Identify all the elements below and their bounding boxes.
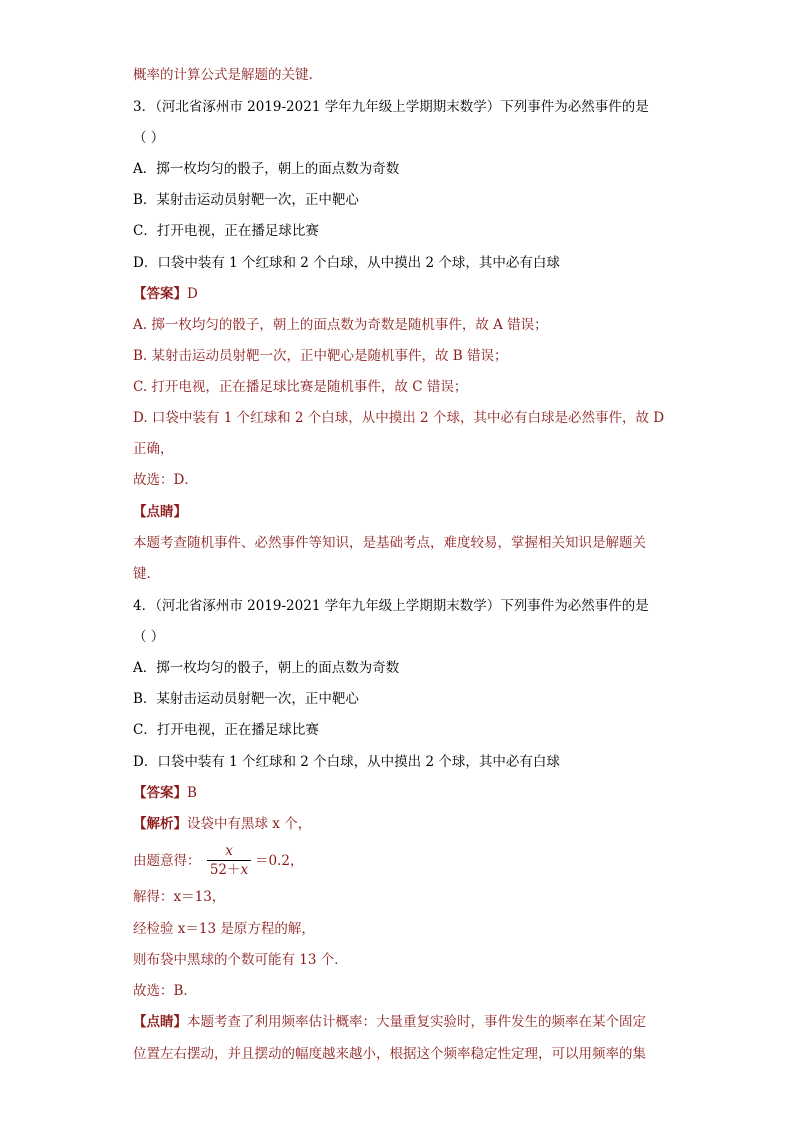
answer-value: B [187, 785, 197, 801]
question-3-paren: （ ） [133, 130, 165, 146]
question-3-option-c: C．打开电视，正在播足球比赛 [133, 223, 319, 239]
question-4-option-b: B．某射击运动员射靶一次，正中靶心 [133, 691, 359, 707]
question-4-choose: 故选：B． [133, 983, 197, 999]
question-4-stem: 4．（河北省涿州市 2019-2021 学年九年级上学期期末数学）下列事件为必然事件的是 [133, 598, 649, 614]
question-3-option-d: D．口袋中装有 1 个红球和 2 个白球，从中摸出 2 个球，其中必有白球 [133, 255, 560, 271]
question-3-dianjing-line2: 键. [133, 566, 151, 582]
question-4-option-c: C．打开电视，正在播足球比赛 [133, 722, 319, 738]
denominator-var: x [240, 862, 249, 878]
question-3-answer [133, 285, 198, 303]
question-4-jiexi [133, 815, 311, 833]
jiexi-tag: 【解析】 [133, 816, 187, 832]
dianjing-text: 本题考查了利用频率估计概率：大量重复实验时，事件发生的频率在某个固定 [187, 1014, 646, 1030]
jiexi-text: 设袋中有黑球 x 个， [187, 816, 312, 832]
question-3-explain-d: D. 口袋中装有 1 个红球和 2 个白球，从中摸出 2 个球，其中必有白球是必然事件，故 D [133, 410, 665, 426]
text-line: 概率的计算公式是解题的关键. [133, 67, 313, 83]
question-4-solve: 解得：x＝13， [133, 889, 226, 905]
equation-suffix: ＝0.2， [255, 853, 304, 869]
question-3-explain-c: C. 打开电视，正在播足球比赛是随机事件，故 C 错误； [133, 379, 468, 395]
equation-prefix: 由题意得： [133, 853, 201, 869]
denominator-const: 52＋ [209, 862, 241, 878]
question-4-dianjing [133, 1013, 646, 1031]
dianjing-tag: 【点睛】 [133, 1014, 187, 1030]
question-4-conclude: 则布袋中黑球的个数可能有 13 个． [133, 952, 348, 968]
question-4-answer [133, 784, 197, 802]
question-4-option-a: A．掷一枚均匀的骰子，朝上的面点数为奇数 [133, 660, 400, 676]
question-4-option-d: D．口袋中装有 1 个红球和 2 个白球，从中摸出 2 个球，其中必有白球 [133, 754, 560, 770]
fraction-numerator: x [225, 843, 233, 859]
equation-fraction [205, 843, 253, 879]
question-3-explain-b: B. 某射击运动员射靶一次，正中靶心是随机事件，故 B 错误； [133, 348, 508, 364]
answer-tag: 【答案】 [133, 286, 187, 302]
answer-value: D [187, 286, 198, 302]
question-4-dianjing-line2: 位置左右摆动，并且摆动的幅度越来越小，根据这个频率稳定性定理，可以用频率的集 [133, 1046, 646, 1062]
fraction-denominator [205, 861, 253, 879]
question-3-option-b: B．某射击运动员射靶一次，正中靶心 [133, 192, 359, 208]
question-3-dianjing-tag: 【点睛】 [133, 504, 187, 520]
question-3-option-a: A．掷一枚均匀的骰子，朝上的面点数为奇数 [133, 161, 400, 177]
answer-tag: 【答案】 [133, 785, 187, 801]
question-4-check: 经检验 x＝13 是原方程的解， [133, 921, 315, 937]
question-3-dianjing-line1: 本题考查随机事件、必然事件等知识，是基础考点，难度较易，掌握相关知识是解题关 [133, 535, 646, 551]
question-3-explain-a: A. 掷一枚均匀的骰子，朝上的面点数为奇数是随机事件，故 A 错误； [133, 317, 548, 333]
question-4-paren: （ ） [133, 629, 165, 645]
question-3-choose: 故选：D． [133, 472, 198, 488]
question-3-explain-d-cont: 正确， [133, 441, 174, 457]
question-3-stem: 3．（河北省涿州市 2019-2021 学年九年级上学期期末数学）下列事件为必然事件的是 [133, 99, 649, 115]
